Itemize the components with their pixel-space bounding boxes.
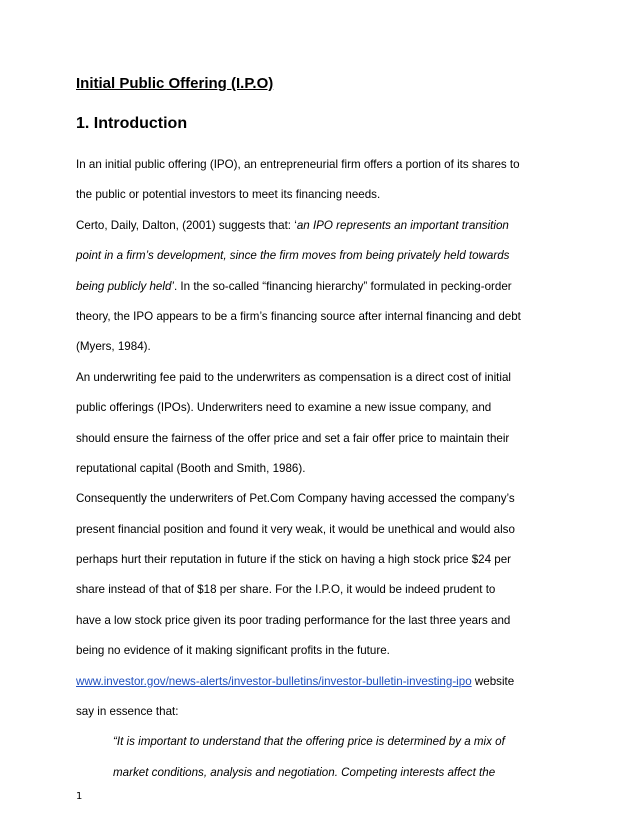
document-title: Initial Public Offering (I.P.O) (76, 75, 274, 92)
text-line (76, 272, 576, 302)
quote-text: “It is important to understand that the offering price is determined by a mix of (113, 735, 505, 749)
text-line (76, 667, 576, 697)
text-line: share instead of that of $18 per share. For the I.P.O, it would be indeed prudent to (76, 583, 496, 597)
quote-text: market conditions, analysis and negotiation. Competing interests affect the (113, 765, 496, 779)
text-line: the public or potential investors to meet its financing needs. (76, 188, 381, 202)
quote-text: an IPO represents an important transition (296, 218, 509, 232)
investor-bulletin-link[interactable]: www.investor.gov/news-alerts/investor-bulletins/investor-bulletin-investing-ipo (76, 674, 472, 688)
text-line: reputational capital (Booth and Smith, 1986). (76, 461, 306, 475)
body-text (76, 150, 576, 788)
quote-text: being publicly held’ (76, 279, 174, 293)
text-line: theory, the IPO appears to be a firm’s financing source after internal financing and debt (76, 309, 521, 323)
text-line (76, 241, 576, 271)
text-segment: . In the so-called “financing hierarchy” formulated in pecking-order (173, 279, 512, 293)
text-segment: website (471, 674, 515, 688)
text-line: should ensure the fairness of the offer price and set a fair offer price to maintain their (76, 431, 510, 445)
citation-intro: Certo, Daily, Dalton, (2001) suggests that: ‘ (76, 218, 297, 232)
block-quote-line (76, 727, 576, 757)
text-line: have a low stock price given its poor trading performance for the last three years and (76, 613, 511, 627)
text-line: perhaps hurt their reputation in future if the stick on having a high stock price $24 per (76, 553, 512, 567)
text-line: An underwriting fee paid to the underwriters as compensation is a direct cost of initial (76, 370, 511, 384)
quote-text: point in a firm’s development, since the firm moves from being privately held towards (76, 249, 510, 263)
text-line: In an initial public offering (IPO), an entrepreneurial firm offers a portion of its shares to (76, 158, 520, 171)
section-heading: 1. Introduction (76, 115, 188, 132)
text-line: being no evidence of it making significant profits in the future. (76, 644, 390, 658)
text-line (76, 211, 576, 241)
page-number: 1 (76, 791, 83, 802)
text-line: say in essence that: (76, 705, 179, 719)
text-line: Consequently the underwriters of Pet.Com Company having accessed the company’s (76, 492, 515, 506)
text-line: public offerings (IPOs). Underwriters need to examine a new issue company, and (76, 401, 492, 415)
block-quote-line (76, 758, 576, 788)
text-line: present financial position and found it very weak, it would be unethical and would also (76, 522, 515, 536)
text-line: (Myers, 1984). (76, 340, 151, 354)
